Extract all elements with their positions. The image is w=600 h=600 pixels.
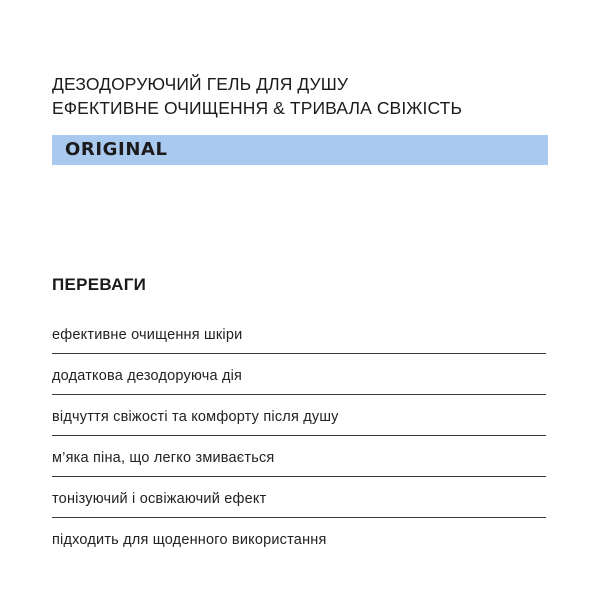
benefit-text: ефективне очищення шкіри [52,327,243,343]
benefit-text: тонізуючий і освіжаючий ефект [52,491,267,507]
benefits-heading: ПЕРЕВАГИ [52,275,147,294]
list-item [52,477,546,518]
list-item [52,395,546,436]
benefit-text: додаткова дезодоруюча дія [52,368,243,384]
variant-label: ORIGINAL [65,139,168,160]
benefit-text: м’яка піна, що легко змивається [52,450,275,466]
list-item [52,313,546,354]
list-item [52,354,546,395]
product-title-line-2: ЕФЕКТИВНЕ ОЧИЩЕННЯ & ТРИВАЛА СВІЖІСТЬ [52,98,463,118]
product-title-line-1: ДЕЗОДОРУЮЧИЙ ГЕЛЬ ДЛЯ ДУШУ [52,74,349,94]
benefits-list [52,313,546,559]
variant-band [52,135,548,165]
benefit-text: підходить для щоденного використання [52,532,327,548]
benefit-text: відчуття свіжості та комфорту після душу [52,409,339,425]
product-title [52,72,552,120]
list-item [52,518,546,559]
list-item [52,436,546,477]
